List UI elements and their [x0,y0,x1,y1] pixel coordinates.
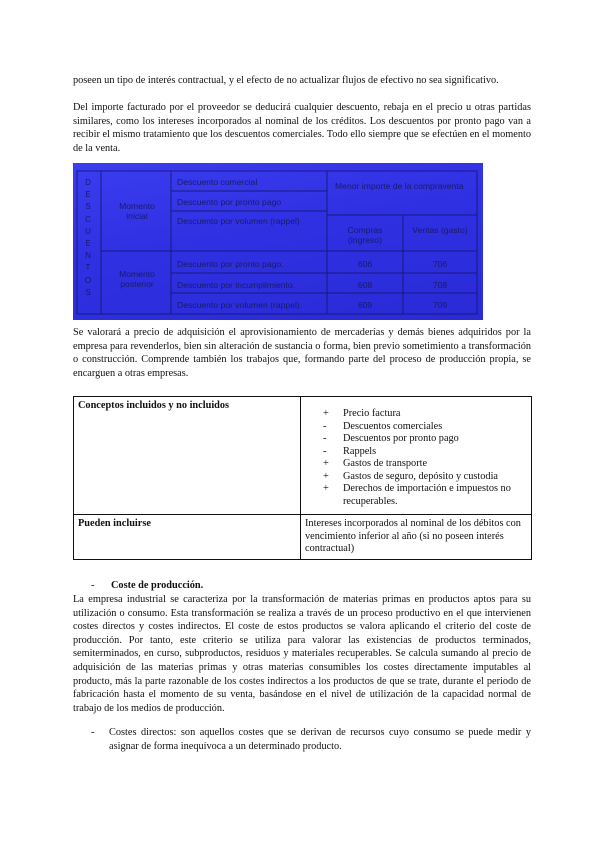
list-sign: + [323,470,329,482]
list-sign: + [323,458,329,469]
posterior-row-ventas: 706 [432,259,448,269]
list-text: Descuentos comerciales [343,420,443,432]
vertical-letter: S [85,287,91,297]
initial-row-label: Descuento por pronto pago [177,197,282,207]
list-item [91,726,531,753]
posterior-row-ventas: 709 [432,300,448,310]
list-text: Gastos de seguro, depósito y custodia [343,470,499,482]
bullet-dash: - [91,727,95,738]
list-item [323,421,527,434]
pueden-incluirse-text-cell: Intereses incorporados al nominal de los débitos con vencimiento inferior al año (si no poseen interés contractual) [301,515,532,560]
vertical-letter: C [85,214,91,224]
descuentos-vertical-label [83,177,93,299]
table-row [74,397,532,515]
list-sign: - [323,433,327,444]
list-sign: - [323,445,327,457]
posterior-row-compras: 609 [357,300,373,310]
concepts-list [323,408,527,508]
posterior-row-label: Descuento por pronto pago. [177,259,284,269]
list-text: Descuentos por pronto pago [343,433,459,444]
vertical-letter: O [84,275,92,285]
paragraph-interest: poseen un tipo de interés contractual, y el efecto de no actualizar flujos de efectivo no sea significativo. [73,75,499,86]
concepts-header-cell: Conceptos incluidos y no incluidos [74,397,301,515]
posterior-row-label: Descuento por volumen (rappel). [177,300,303,310]
menor-importe-label: Menor importe de la compraventa [335,181,464,191]
list-text: Gastos de transporte [343,458,428,469]
col-ventas-header: Ventas (gasto) [412,225,468,235]
list-item [323,471,527,484]
list-item [323,483,527,508]
posterior-row-ventas: 708 [432,280,448,290]
posterior-row-label: Descuento por incumplimiento. [177,280,295,290]
discounts-scanned-table [73,163,483,320]
vertical-letter: N [85,251,91,261]
col-compras-header: Compras (ingreso) [347,225,383,245]
paragraph-discounts: Del importe facturado por el proveedor se deducirá cualquier descuento, rebaja en el precio u otras partidas similares, como los intereses incorporados al nominal de los créditos. Los descuentos por pronto pago van a recibir el mismo tratamiento que los descuentos comerciales. Todo ello siempre que se efectúen en el momento de la venta. [73,102,531,154]
list-item [323,433,527,446]
initial-row-label: Descuento por volumen (rappel) [177,216,300,226]
heading-dash: - [91,580,95,591]
vertical-letter: D [85,178,91,187]
list-text: Precio factura [343,408,401,419]
list-text: Derechos de importación e impuestos no recuperables. [343,483,511,507]
table-row [74,515,532,560]
momento-posterior-label: Momento posterior [119,269,155,289]
vertical-letter: T [85,263,91,273]
list-item [323,446,527,459]
posterior-row-compras: 608 [357,280,373,290]
posterior-row-compras: 606 [357,259,373,269]
initial-row-label: Descuento comercial [177,177,258,187]
section-heading [91,579,203,593]
paragraph-acquisition: Se valorará a precio de adquisición el aprovisionamiento de mercaderías y demás bienes adquiridos por la empresa para revenderlos, bien sin alteración de sustancia o forma, bien previo sometimiento a transformación o construcción. Comprende también los trabajos que, formando parte del proceso de producción propia, se encarguen a otras empresas. [73,327,531,379]
pueden-incluirse-header-cell: Pueden incluirse [74,515,301,560]
vertical-letter: E [85,239,91,249]
list-item [323,408,527,421]
concepts-list-cell [301,397,532,515]
list-sign: + [323,408,329,419]
momento-inicial-label: Momento inicial [119,201,155,221]
concepts-table [73,396,532,560]
vertical-letter: S [85,202,91,212]
list-sign: + [323,483,329,494]
vertical-letter: U [85,226,91,236]
list-item [323,458,527,471]
paragraph-production-cost: La empresa industrial se caracteriza por la transformación de materias primas en productos aptos para su utilización o consumo. Esta transformación se realiza a través de un proceso productivo en el que intervienen costes directos y costes indirectos. El coste de estos productos se valora aplicando el criterio del coste de producción. Por tanto, este criterio se utiliza para valorar las existencias de productos terminados, semiterminados, en curso, subproductos, residuos y materiales recuperables. Se calcula sumando al precio de adquisición de las materias primas y otras materias consumibles los costes directamente imputables al producto, más la parte razonable de los costes indirectos a los productos de que se trate, durante el periodo de fabricación hasta el momento de su venta, basándose en el nivel de utilización de la capacidad normal de trabajo de los medios de producción. [73,594,531,714]
bullet-text: Costes directos: son aquellos costes que se derivan de recursos cuyo consumo se puede medir y asignar de forma inequívoca a un determinado producto. [109,727,531,752]
vertical-letter: E [85,190,91,200]
list-text: Rappels [343,445,377,457]
list-sign: - [323,420,327,432]
heading-text: Coste de producción. [111,580,204,591]
